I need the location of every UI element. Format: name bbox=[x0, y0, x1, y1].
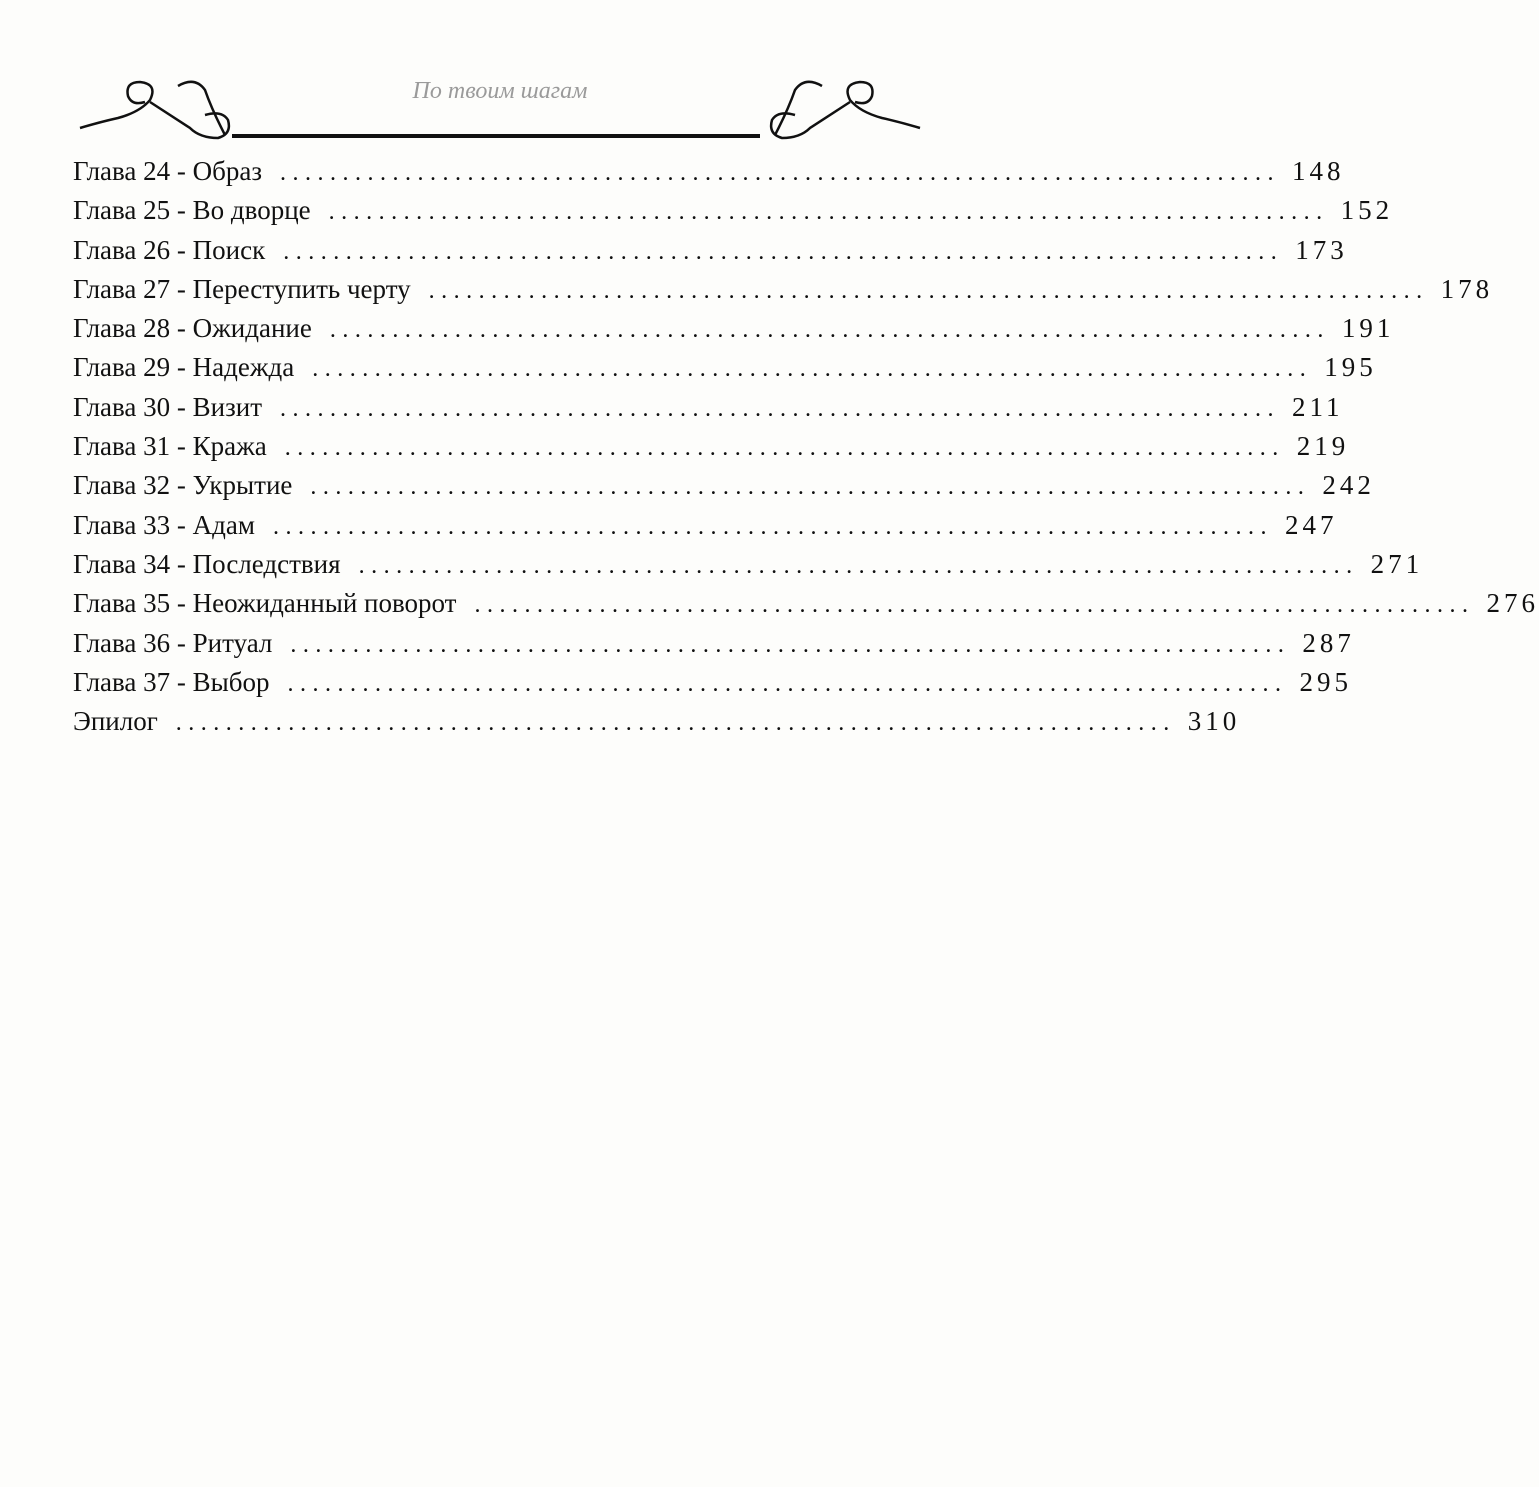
toc-entry-title: Глава 32 - Укрытие bbox=[73, 470, 293, 501]
toc-entry-title: Глава 37 - Выбор bbox=[73, 666, 270, 697]
toc-entry-title: Глава 30 - Визит bbox=[73, 391, 263, 422]
toc-entry bbox=[73, 466, 1375, 505]
toc-entry-title: Глава 25 - Во дворце bbox=[73, 195, 311, 226]
toc-entry-page: 295 bbox=[1299, 666, 1353, 697]
toc-leader-dots: ................................................................................ bbox=[283, 238, 1284, 265]
toc-entry bbox=[73, 231, 1348, 270]
toc-leader-dots: ................................................................................ bbox=[312, 356, 1313, 383]
toc-entry-title: Глава 33 - Адам bbox=[73, 509, 255, 540]
toc-entry-page: 242 bbox=[1322, 470, 1375, 501]
toc-entry-title: Глава 36 - Ритуал bbox=[73, 627, 273, 658]
toc-entry-page: 178 bbox=[1440, 273, 1494, 304]
toc-entry-page: 195 bbox=[1324, 352, 1377, 383]
toc-entry bbox=[73, 309, 1395, 348]
toc-entry-page: 310 bbox=[1187, 706, 1241, 737]
toc-entry-page: 173 bbox=[1295, 234, 1348, 265]
toc-leader-dots: ................................................................................ bbox=[428, 277, 1429, 304]
toc-entry-page: 152 bbox=[1340, 195, 1394, 226]
toc-entry bbox=[73, 663, 1353, 702]
toc-entry-title: Глава 34 - Последствия bbox=[73, 548, 341, 579]
toc-entry bbox=[73, 545, 1424, 584]
toc-entry bbox=[73, 270, 1494, 309]
toc-entry-title: Глава 35 - Неожиданный поворот bbox=[73, 588, 457, 619]
toc-entry bbox=[73, 624, 1355, 663]
toc-leader-dots: ................................................................................ bbox=[290, 631, 1291, 658]
toc-leader-dots: ................................................................................ bbox=[272, 513, 1273, 540]
toc-leader-dots: ................................................................................ bbox=[329, 317, 1330, 344]
toc-entry-page: 219 bbox=[1296, 431, 1350, 462]
toc-leader-dots: ................................................................................ bbox=[358, 552, 1359, 579]
toc-entry-title: Эпилог bbox=[73, 706, 158, 737]
toc-entry-page: 287 bbox=[1302, 627, 1355, 658]
running-title: По твоим шагам bbox=[412, 78, 588, 104]
toc-leader-dots: ................................................................................ bbox=[284, 435, 1285, 462]
page-header bbox=[0, 60, 1000, 130]
toc-leader-dots: ................................................................................ bbox=[175, 710, 1176, 737]
toc-leader-dots: ................................................................................ bbox=[310, 474, 1311, 501]
toc-entry-title: Глава 29 - Надежда bbox=[73, 352, 295, 383]
toc-leader-dots: ................................................................................ bbox=[328, 199, 1329, 226]
toc-entry bbox=[73, 427, 1350, 466]
table-of-contents bbox=[73, 152, 1539, 741]
toc-entry-page: 211 bbox=[1292, 391, 1344, 422]
toc-leader-dots: ................................................................................ bbox=[280, 395, 1281, 422]
toc-entry-page: 276 bbox=[1486, 588, 1539, 619]
toc-entry bbox=[73, 584, 1539, 623]
toc-entry-page: 271 bbox=[1370, 548, 1424, 579]
toc-entry-title: Глава 28 - Ожидание bbox=[73, 313, 312, 344]
toc-entry bbox=[73, 152, 1345, 191]
toc-entry bbox=[73, 506, 1338, 545]
toc-leader-dots: ................................................................................ bbox=[287, 670, 1288, 697]
toc-entry-title: Глава 26 - Поиск bbox=[73, 234, 266, 265]
toc-entry-title: Глава 27 - Переступить черту bbox=[73, 273, 411, 304]
toc-leader-dots: ................................................................................ bbox=[474, 592, 1475, 619]
toc-entry-page: 148 bbox=[1292, 156, 1345, 186]
toc-entry bbox=[73, 191, 1394, 230]
toc-entry bbox=[73, 348, 1377, 387]
toc-entry-page: 247 bbox=[1284, 509, 1338, 540]
toc-entry-page: 191 bbox=[1341, 313, 1395, 344]
toc-entry-title: Глава 31 - Кража bbox=[73, 431, 267, 462]
toc-entry-title: Глава 24 - Образ bbox=[73, 156, 263, 186]
toc-entry bbox=[73, 388, 1344, 427]
toc-entry bbox=[73, 702, 1241, 741]
toc-leader-dots: ................................................................................ bbox=[280, 160, 1281, 186]
